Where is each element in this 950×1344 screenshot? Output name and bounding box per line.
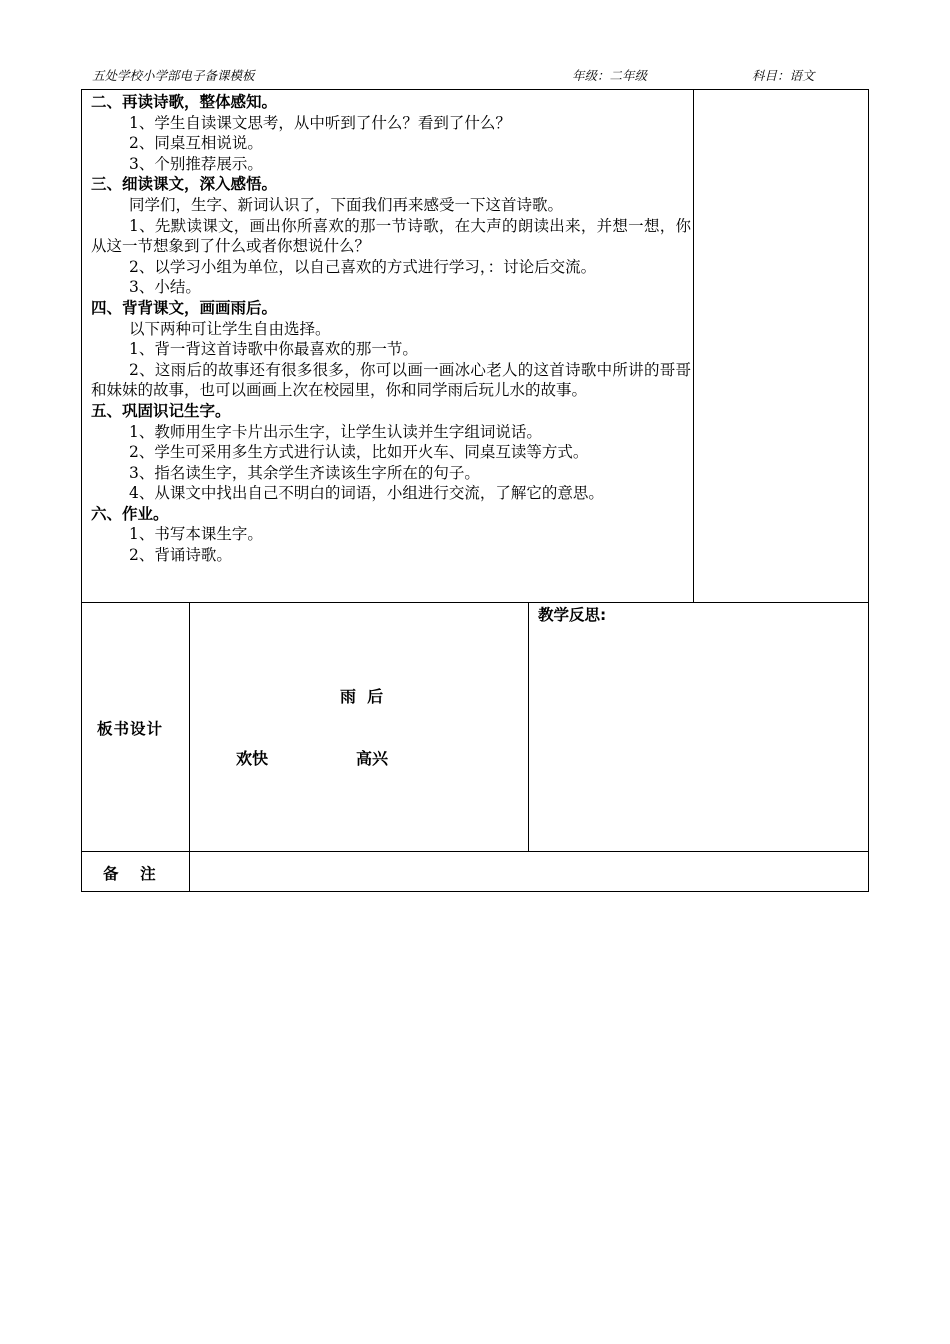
lesson-content: [91, 92, 691, 566]
board-design-label: 板书设计: [97, 720, 164, 738]
lesson-item: 4、从课文中找出自己不明白的词语，小组进行交流，了解它的意思。: [129, 484, 604, 503]
lesson-item: 2、以学习小组为单位，以自己喜欢的方式进行学习，：讨论后交流。: [129, 257, 597, 276]
lesson-item: 1、书写本课生字。: [129, 525, 263, 544]
lesson-item: 1、学生自读课文思考，从中听到了什么？看到了什么？: [129, 113, 511, 132]
lesson-item: 3、个别推荐展示。: [129, 154, 263, 173]
grade-label: 年级：二年级: [572, 68, 648, 83]
board-word-right: 高兴: [356, 749, 389, 768]
lesson-item: 1、教师用生字卡片出示生字，让学生认读并生字组词说话。: [129, 422, 542, 441]
section-heading: 二、再读诗歌，整体感知。: [91, 93, 278, 111]
school-template-title: 五处学校小学部电子备课模板: [92, 68, 255, 83]
board-title: 雨 后: [340, 687, 384, 706]
divider: [189, 602, 190, 892]
lesson-item: 2、学生可采用多生方式进行认读，比如开火车、同桌互读等方式。: [129, 443, 589, 462]
lesson-item: 2、同桌互相说说。: [129, 134, 263, 153]
divider: [528, 602, 529, 851]
divider: [693, 89, 694, 602]
divider: [81, 851, 869, 852]
divider: [81, 602, 869, 603]
lesson-item: 1、背一背这首诗歌中你最喜欢的那一节。: [129, 340, 418, 359]
lesson-item: 3、指名读生字，其余学生齐读该生字所在的句子。: [129, 463, 480, 482]
notes-label: 备 注: [103, 865, 156, 883]
lesson-item: 3、小结。: [129, 278, 201, 297]
section-heading: 五、巩固识记生字。: [91, 401, 231, 420]
lesson-item: 以下两种可让学生自由选择。: [129, 319, 331, 338]
teaching-reflection-label: 教学反思:: [538, 606, 607, 624]
subject-label: 科目：语文: [752, 68, 815, 83]
lesson-item: 2、背诵诗歌。: [129, 546, 232, 565]
lesson-paragraph: 2、这雨后的故事还有很多很多，你可以画一画冰心老人的这首诗歌中所讲的哥哥和妹妹的故事，也可以画画上次在校园里，你和同学雨后玩儿水的故事。: [91, 360, 691, 400]
section-heading: 六、作业。: [91, 504, 169, 523]
board-word-left: 欢快: [236, 749, 269, 768]
lesson-paragraph: 1、先默读课文，画出你所喜欢的那一节诗歌，在大声的朗读出来，并想一想，你从这一节想象到了什么或者你想说什么？: [91, 216, 691, 256]
section-heading: 四、背背课文，画画雨后。: [91, 298, 278, 317]
lesson-item: 同学们，生字、新词认识了，下面我们再来感受一下这首诗歌。: [129, 195, 564, 214]
section-heading: 三、细读课文，深入感悟。: [91, 175, 278, 194]
page-header: [92, 66, 832, 86]
